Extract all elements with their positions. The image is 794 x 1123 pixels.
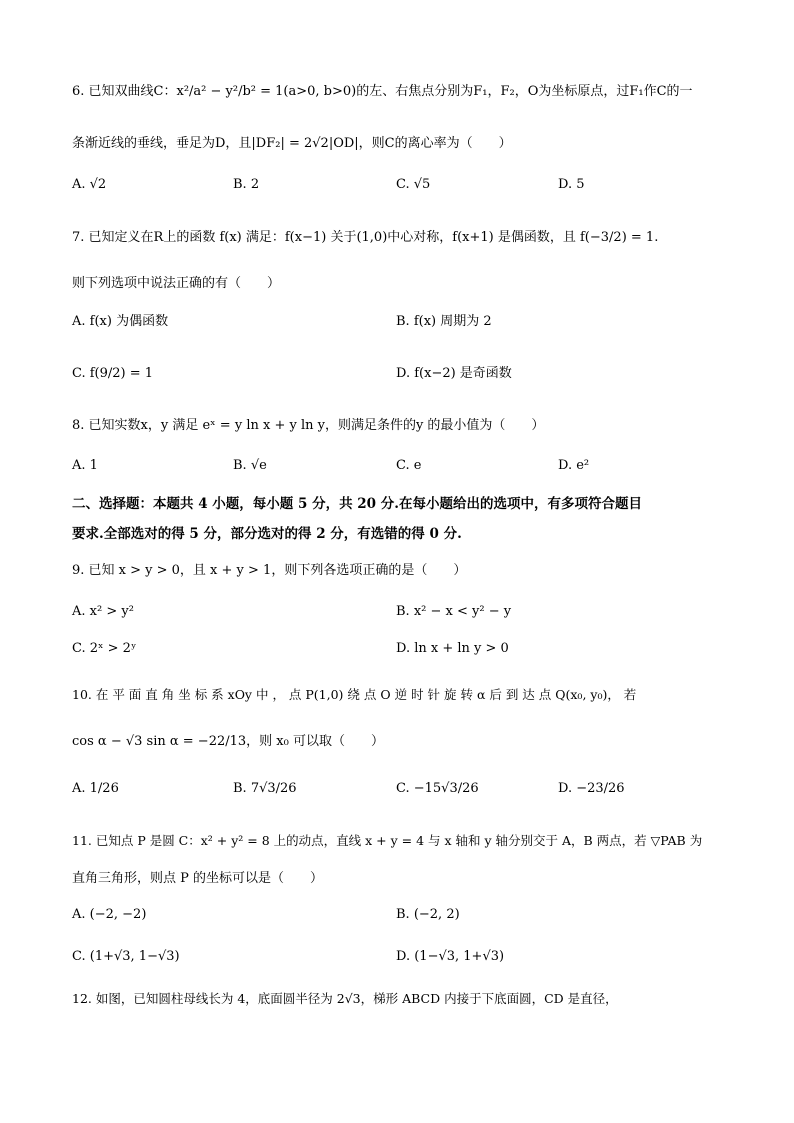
q6-option-a: A. √2 bbox=[72, 177, 107, 192]
q11-line2: 直角三角形，则点 P 的坐标可以是（ ） bbox=[72, 871, 324, 886]
section-2-heading-line1: 二、选择题：本题共 4 小题，每小题 5 分，共 20 分.在每小题给出的选项中，有多项符合题目 bbox=[72, 496, 642, 512]
q8-line1: 8. 已知实数x，y 满足 eˣ = y ln x + y ln y，则满足条件的y 的最小值为（ ） bbox=[72, 418, 545, 433]
q11-line1: 11. 已知点 P 是圆 C：x² + y² = 8 上的动点，直线 x + y = 4 与 x 轴和 y 轴分别交于 A，B 两点，若 ▽PAB 为 bbox=[72, 833, 703, 848]
q10-option-d: D. −23/26 bbox=[558, 781, 625, 796]
q9-line1: 9. 已知 x > y > 0，且 x + y > 1，则下列各选项正确的是（ ） bbox=[72, 563, 467, 578]
q7-option-a: A. f(x) 为偶函数 bbox=[72, 314, 169, 329]
q9-option-c: C. 2ˣ > 2ʸ bbox=[72, 641, 137, 656]
section-2-heading-line2: 要求.全部选对的得 5 分，部分选对的得 2 分，有选错的得 0 分. bbox=[72, 526, 462, 542]
q6-option-c: C. √5 bbox=[396, 177, 431, 192]
q8-option-d: D. e² bbox=[558, 458, 590, 473]
q12-line1: 12. 如图，已知圆柱母线长为 4，底面圆半径为 2√3，梯形 ABCD 内接于下底面圆，CD 是直径， bbox=[72, 991, 618, 1006]
q6-line1: 6. 已知双曲线C：x²/a² − y²/b² = 1(a>0, b>0)的左、右焦点分别为F₁，F₂，O为坐标原点，过F₁作C的一 bbox=[72, 84, 693, 99]
q11-option-c: C. (1+√3, 1−√3) bbox=[72, 949, 180, 964]
q8-option-a: A. 1 bbox=[72, 458, 98, 473]
q7-line1: 7. 已知定义在R上的函数 f(x) 满足：f(x−1) 关于(1,0)中心对称，f(x+1) 是偶函数，且 f(−3/2) = 1. bbox=[72, 230, 659, 245]
q6-option-d: D. 5 bbox=[558, 177, 585, 192]
q10-option-a: A. 1/26 bbox=[72, 781, 119, 796]
q7-option-c: C. f(9/2) = 1 bbox=[72, 366, 154, 381]
q6-line2: 条渐近线的垂线，垂足为D，且|DF₂| = 2√2|OD|，则C的离心率为（ ） bbox=[72, 136, 512, 151]
q11-option-a: A. (−2, −2) bbox=[72, 907, 147, 922]
q9-option-d: D. ln x + ln y > 0 bbox=[396, 641, 509, 656]
q7-option-b: B. f(x) 周期为 2 bbox=[396, 314, 492, 329]
q9-option-a: A. x² > y² bbox=[72, 604, 134, 619]
q7-line2: 则下列选项中说法正确的有（ ） bbox=[72, 276, 281, 291]
q7-option-d: D. f(x−2) 是奇函数 bbox=[396, 366, 512, 381]
q11-option-d: D. (1−√3, 1+√3) bbox=[396, 949, 505, 964]
q9-option-b: B. x² − x < y² − y bbox=[396, 604, 512, 619]
q11-option-b: B. (−2, 2) bbox=[396, 907, 460, 922]
q10-line2: cos α − √3 sin α = −22/13，则 x₀ 可以取（ ） bbox=[72, 734, 384, 749]
q8-option-b: B. √e bbox=[233, 458, 267, 473]
q10-line1: 10. 在 平 面 直 角 坐 标 系 xOy 中 ， 点 P(1,0) 绕 点 O 逆 时 针 旋 转 α 后 到 达 点 Q(x₀, y₀)， 若 bbox=[72, 687, 637, 702]
q10-option-b: B. 7√3/26 bbox=[233, 781, 297, 796]
q6-option-b: B. 2 bbox=[233, 177, 260, 192]
q8-option-c: C. e bbox=[396, 458, 422, 473]
q10-option-c: C. −15√3/26 bbox=[396, 781, 479, 796]
